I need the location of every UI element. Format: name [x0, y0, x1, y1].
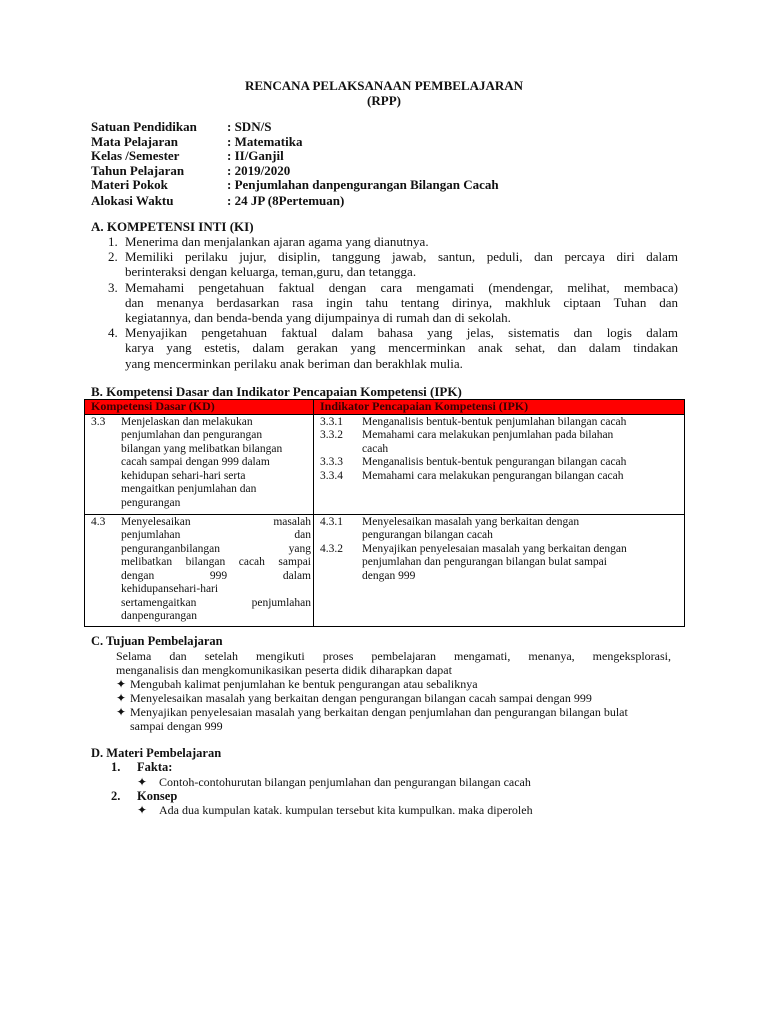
meta-label: Tahun Pelajaran [91, 162, 185, 178]
ipk-number: 3.3.1 [320, 415, 343, 428]
ipk-line: Menganalisis bentuk-bentuk pengurangan bilangan cacah [362, 456, 627, 468]
meta-row [91, 178, 499, 193]
ipk-line: Menyelesaikan masalah yang berkaitan dengan [362, 515, 580, 528]
kd-line: pengurangan [121, 496, 181, 509]
section-c-heading: C. Tujuan Pembelajaran [91, 634, 223, 648]
item-line: Menyelesaikan masalah yang berkaitan dengan pengurangan bilangan cacah sampai dengan 999 [130, 691, 592, 705]
item-line: Ada dua kumpulan katak. kumpulan tersebut kita kumpulkan. maka diperoleh [159, 803, 533, 817]
list-item [108, 234, 678, 249]
meta-value: : II/Ganjil [227, 148, 284, 163]
fakta-list [137, 775, 531, 789]
meta-row [91, 149, 499, 164]
list-item [137, 775, 531, 789]
identity-block [91, 120, 499, 208]
meta-label: Satuan Pendidikan [91, 119, 197, 134]
kd-line: penjumlahan dan [121, 529, 311, 541]
ipk-item [316, 516, 682, 543]
four-point-star-icon: ✦ [116, 691, 127, 705]
four-point-star-icon: ✦ [137, 775, 148, 789]
materi-sub-item [111, 789, 177, 804]
meta-value: : Matematika [227, 133, 303, 149]
four-point-star-icon: ✦ [137, 803, 148, 817]
meta-value: : SDN/S [227, 119, 272, 134]
kd-line: penguranganbilangan yang [121, 542, 311, 555]
meta-row [91, 135, 499, 150]
meta-row [91, 164, 499, 179]
four-point-star-icon: ✦ [116, 677, 127, 691]
ipk-line: Menyajikan penyelesaian masalah yang berkaitan dengan [362, 542, 627, 555]
kd-ipk-table [84, 399, 685, 627]
item-number: 4. [108, 325, 118, 341]
section-a-heading: A. KOMPETENSI INTI (KI) [91, 219, 254, 234]
section-b-heading: B. Kompetensi Dasar dan Indikator Pencapaian Kompetensi (IPK) [91, 384, 462, 399]
item-line: berinteraksi dengan keluarga, teman,guru, dan tetangga. [125, 264, 417, 280]
item-line: Menyajikan penyelesaian masalah yang berkaitan dengan penjumlahan dan pengurangan bilangan bulat [130, 705, 628, 719]
ipk-item [316, 543, 682, 584]
kd-line: bilangan yang melibatkan bilangan [121, 442, 283, 455]
meta-value: : Penjumlahan danpengurangan Bilangan Cacah [227, 177, 499, 192]
meta-label: Mata Pelajaran [91, 133, 179, 149]
ipk-number: 3.3.3 [320, 456, 343, 468]
ipk-line: penjumlahan dan pengurangan bilangan bulat sampai [362, 556, 607, 568]
objectives-list [116, 677, 681, 733]
list-item [108, 280, 678, 326]
ipk-cell [314, 414, 685, 514]
ipk-number: 3.3.4 [320, 469, 343, 482]
ipk-line: Memahami cara melakukan pengurangan bilangan cacah [362, 469, 624, 482]
meta-value: : 2019/2020 [227, 162, 291, 178]
kd-line: melibatkan bilangan cacah sampai [121, 556, 311, 568]
list-item [116, 677, 681, 691]
item-line: dan menanya berdasarkan rasa ingin tahu tentang dirinya, makhluk ciptaan Tuhan dan [125, 294, 678, 310]
kd-line: mengaitkan penjumlahan dan [121, 483, 257, 495]
sub-item-number: 1. [111, 760, 121, 774]
kd-cell [85, 414, 314, 514]
table-row [85, 514, 685, 626]
kd-cell [85, 514, 314, 626]
ipk-line: cacah [362, 442, 389, 455]
list-item [108, 325, 678, 371]
ipk-line: pengurangan bilangan cacah [362, 529, 493, 541]
meta-label: Alokasi Waktu [91, 192, 174, 208]
sub-item-number: 2. [111, 789, 121, 803]
document-subtitle: (RPP) [367, 93, 401, 108]
ki-list [108, 234, 678, 371]
item-line: Mengubah kalimat penjumlahan ke bentuk pengurangan atau sebaliknya [130, 677, 478, 691]
kd-line: Menyelesaikan masalah [121, 515, 311, 528]
kd-line: Menjelaskan dan melakukan [121, 415, 253, 428]
ipk-cell [314, 514, 685, 626]
kd-line: cacah sampai dengan 999 dalam [121, 456, 270, 468]
kd-line: sertamengaitkan penjumlahan [121, 596, 311, 609]
materi-sub-item [111, 760, 172, 775]
kd-line: dengan 999 dalam [121, 569, 311, 582]
item-line: kegiatannya, dan benda-benda yang dijumpainya di rumah dan di sekolah. [125, 310, 511, 326]
item-number: 1. [108, 234, 118, 249]
four-point-star-icon: ✦ [116, 705, 127, 719]
section-c [91, 634, 671, 677]
section-d-heading: D. Materi Pembelajaran [91, 746, 222, 760]
item-number: 3. [108, 279, 118, 295]
list-item [108, 249, 678, 279]
kd-number: 4.3 [91, 515, 106, 528]
item-line: yang mencerminkan perilaku anak beriman dan berakhlak mulia. [125, 355, 463, 371]
ipk-item [316, 470, 682, 484]
item-line: Memahami pengetahuan faktual dengan cara mengamati (mendengar, melihat, membaca) [125, 279, 678, 295]
list-item [116, 705, 681, 733]
intro-line: Selama dan setelah mengikuti proses pembelajaran mengamati, menanya, mengeksplorasi, [116, 649, 671, 663]
table-row [85, 414, 685, 514]
meta-row [91, 120, 499, 135]
meta-label: Materi Pokok [91, 177, 168, 192]
ipk-number: 4.3.1 [320, 515, 343, 528]
ipk-item [316, 416, 682, 430]
list-item [116, 691, 681, 705]
meta-value: : 24 JP (8Pertemuan) [227, 192, 345, 208]
ipk-number: 3.3.2 [320, 429, 343, 441]
kd-line: danpengurangan [121, 610, 197, 622]
ipk-line: dengan 999 [362, 569, 416, 582]
item-line: sampai dengan 999 [130, 719, 223, 733]
ipk-item [316, 456, 682, 470]
item-line: Memiliki perilaku jujur, disiplin, tanggung jawab, santun, peduli, dan percaya diri dalam [125, 249, 678, 265]
ipk-line: Menganalisis bentuk-bentuk penjumlahan bilangan cacah [362, 415, 627, 428]
item-line: karya yang estetis, dalam gerakan yang mencerminkan anak sehat, dan dalam tindakan [125, 340, 678, 356]
document-title: RENCANA PELAKSANAAN PEMBELAJARAN [244, 78, 524, 93]
intro-line: menganalisis dan mengkomunikasikan peserta didik diharapkan dapat [116, 663, 452, 677]
ipk-number: 4.3.2 [320, 542, 343, 555]
item-line: Contoh-contohurutan bilangan penjumlahan dan pengurangan bilangan cacah [159, 775, 531, 789]
item-line: Menyajikan pengetahuan faktual dalam bahasa yang jelas, sistematis dan logis dalam [125, 325, 678, 341]
ipk-item [316, 429, 682, 456]
konsep-list [137, 803, 533, 817]
meta-label: Kelas /Semester [91, 148, 180, 163]
kd-line: penjumlahan dan pengurangan [121, 429, 263, 441]
column-header-ipk: Indikator Pencapaian Kompetensi (IPK) [314, 400, 685, 415]
list-item [137, 803, 533, 817]
ipk-line: Memahami cara melakukan penjumlahan pada bilahan [362, 429, 614, 441]
meta-row [91, 194, 499, 209]
item-number: 2. [108, 249, 118, 265]
kd-line: kehidupan sehari-hari serta [121, 469, 246, 482]
kd-number: 3.3 [91, 415, 106, 428]
item-line: Menerima dan menjalankan ajaran agama yang dianutnya. [125, 234, 429, 249]
kd-line: kehidupansehari-hari [121, 583, 219, 595]
sub-item-label: Fakta: [137, 760, 173, 774]
sub-item-label: Konsep [137, 789, 178, 803]
column-header-kd: Kompetensi Dasar (KD) [85, 400, 314, 415]
